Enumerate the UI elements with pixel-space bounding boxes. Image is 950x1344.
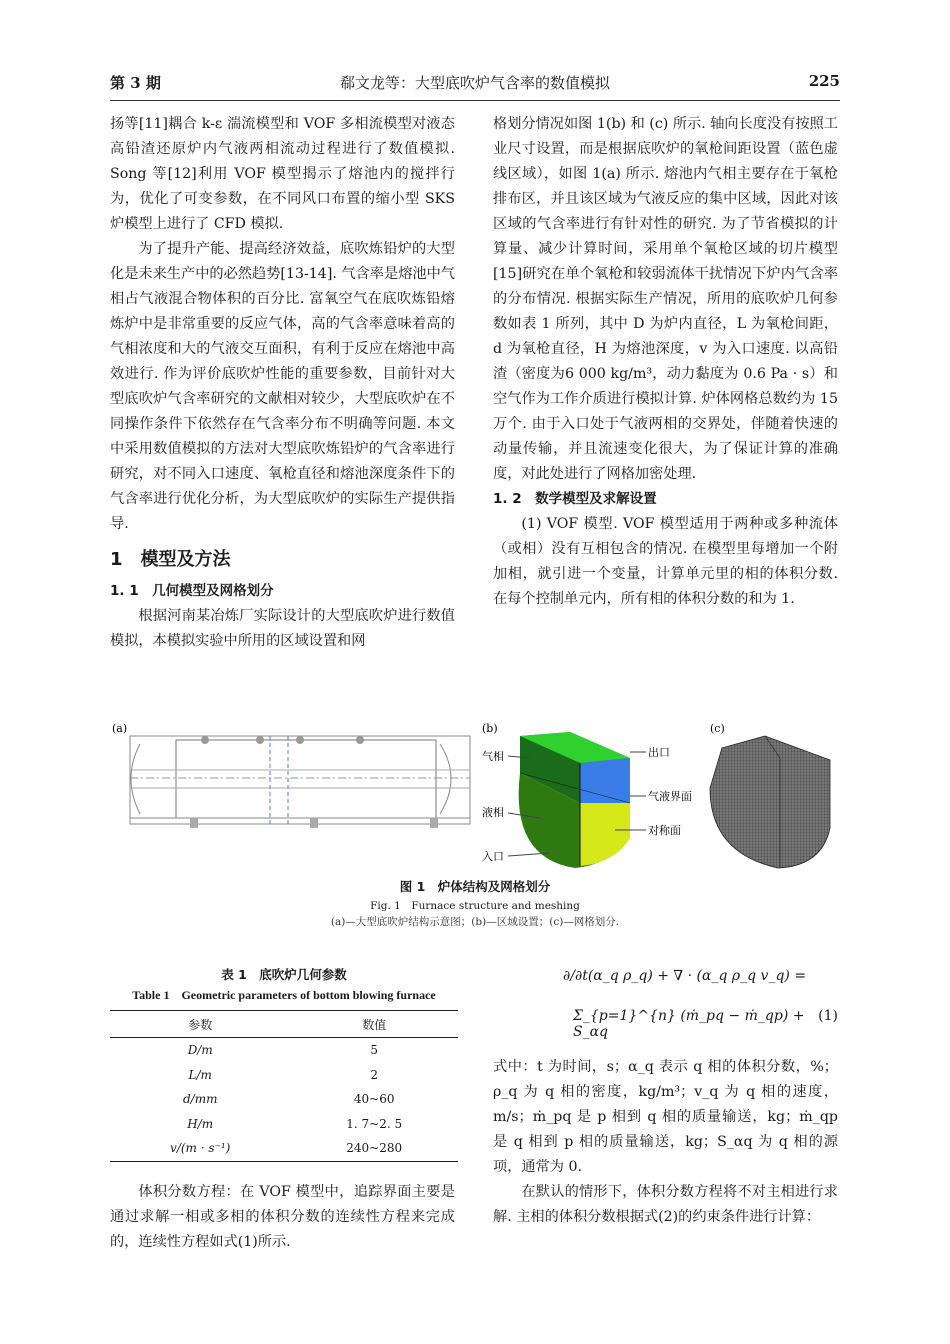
- value-cell: 1. 7~2. 5: [346, 1116, 403, 1131]
- paragraph: 为了提升产能、提高经济效益，底吹炼铅炉的大型化是未来生产中的必然趋势[13-14]. 气含率是熔池中气相占气液混合物体积的百分比. 富氧空气在底吹炼铅熔炼炉中是非常重要的反应气体，高的气含率意味着高的气相浓度和大的气液交互面积，有利于反应在熔池中高效进行. 作为评价底吹炉性能的重要参数，目前针对大型底吹炉气含率研究的文献相对较少，大型底吹炉在不同操作条件下依然存在气含率分布不明确等问题. 本文中采用数值模拟的方法对大型底吹炼铅炉的气含率进行研究，对不同入口速度、氧枪直径和熔池深度条件下的气含率进行优化分析，为大型底吹炉的实际生产提供指导.: [110, 241, 455, 532]
- table-row: [110, 1136, 458, 1161]
- label-inlet: 入口: [482, 850, 504, 863]
- parameter-table: [110, 1010, 458, 1162]
- page-number: 225: [808, 72, 840, 90]
- figure-1: [110, 718, 840, 878]
- paragraph: 式中：t 为时间，s；α_q 表示 q 相的体积分数，%；ρ_q 为 q 相的密度，kg/m³；v_q 为 q 相的速度，m/s；ṁ_pq 是 p 相到 q 相的质量输送，kg；ṁ_qp 是 q 相到 p 相的质量输送，kg；S_αq 为 q 相的源项，通常为 0.: [493, 1059, 838, 1175]
- param-cell: H/m: [187, 1116, 214, 1131]
- paragraph: 格划分情况如图 1(b) 和 (c) 所示. 轴向长度没有按照工业尺寸设置，而是根据底吹炉的氧枪间距设置（蓝色虚线区域），如图 1(a) 所示. 熔池内气相主要存在于氧枪排布区，并且该区域为气液反应的集中区域，因此对该区域的气含率进行有针对性的研究. 为了节省模拟的计算量、减少计算时间，采用单个氧枪区域的切片模型[15]研究在单个氧枪和较弱流体干扰情况下炉内气含率的分布情况. 根据实际生产情况，所用的底吹炉几何参数如表 1 所列，其中 D 为炉内直径，L 为氧枪间距，d 为氧枪直径，H 为熔池深度，v 为入口速度. 以高铅渣（密度为6 000 kg/m³，动力黏度为 0.6 Pa · s）和空气作为工作介质进行模拟计算. 炉体网格总数约为 15 万个. 由于入口处于气液两相的交界处，伴随着快速的动量传输，并且流速变化很大，为了保证计算的准确度，对此处进行了网格加密处理.: [493, 116, 838, 482]
- panel-label-c: (c): [710, 722, 725, 735]
- table-row: [110, 1087, 458, 1112]
- paragraph: (1) VOF 模型. VOF 模型适用于两种或多种流体（或相）没有互相包含的情况. 在模型里每增加一个附加相，就引进一个变量，计算单元里的相的体积分数. 在每个控制单元内，所有相的体积分数的和为 1.: [493, 516, 838, 607]
- equation-1: [493, 960, 838, 1040]
- header-rule: [110, 100, 840, 101]
- panel-label-b: (b): [482, 722, 498, 735]
- label-interface: 气液界面: [648, 790, 692, 803]
- paragraph: 在默认的情形下，体积分数方程将不对主相进行求解. 主相的体积分数根据式(2)的约束条件进行计算：: [493, 1184, 838, 1225]
- column-header-value: 数值: [290, 1011, 458, 1038]
- param-cell: d/mm: [182, 1092, 218, 1107]
- label-outlet: 出口: [648, 746, 670, 759]
- value-cell: 2: [370, 1067, 379, 1082]
- paragraph: 体积分数方程：在 VOF 模型中，追踪界面主要是通过求解一相或多相的体积分数的连续性方程来完成的，连续性方程如式(1)所示.: [110, 1184, 455, 1250]
- equation-line-1: ∂/∂t(α_q ρ_q) + ∇ · (α_q ρ_q v_q) =: [563, 968, 807, 984]
- section-heading: 1 模型及方法: [110, 549, 231, 570]
- figure-caption-en: Fig. 1 Furnace structure and meshing: [370, 900, 580, 912]
- mesh-diagram: [710, 722, 830, 868]
- label-liquid: 液相: [482, 806, 504, 819]
- param-cell: L/m: [188, 1067, 212, 1082]
- page-header: [0, 0, 950, 100]
- table-row: [110, 1038, 458, 1063]
- subsection-heading: 1. 1 几何模型及网格划分: [110, 583, 274, 599]
- right-column: [493, 112, 838, 612]
- panel-label-a: (a): [112, 722, 128, 735]
- value-cell: 5: [370, 1043, 379, 1058]
- figure-1-graphic: [110, 718, 840, 878]
- table-title-cn: 表 1 底吹炉几何参数: [221, 967, 347, 982]
- lower-left-text: [110, 1180, 455, 1255]
- figure-caption-sub: (a)—大型底吹炉结构示意图；(b)—区域设置；(c)—网格划分.: [330, 916, 620, 928]
- table-title-en: Table 1 Geometric parameters of bottom blowing furnace: [132, 988, 436, 1002]
- running-title: 郗文龙等：大型底吹炉气含率的数值模拟: [339, 74, 610, 92]
- column-header-param: 参数: [110, 1011, 290, 1038]
- left-column: [110, 112, 455, 654]
- label-gas: 气相: [482, 750, 504, 763]
- subsection-heading: 1. 2 数学模型及求解设置: [493, 491, 657, 507]
- value-cell: 240~280: [290, 1136, 458, 1161]
- param-cell: D/m: [187, 1043, 213, 1058]
- region-setup-diagram: [482, 722, 692, 868]
- issue-number: 第 3 期: [110, 74, 161, 92]
- figure-caption-cn: 图 1 炉体结构及网格划分: [399, 879, 551, 894]
- figure-1-captions: [110, 878, 840, 930]
- table-1: [110, 966, 458, 1162]
- table-row: [110, 1063, 458, 1088]
- param-cell: v/(m · s⁻¹): [110, 1136, 290, 1161]
- furnace-schematic: [112, 722, 470, 828]
- lower-right-text: [493, 1055, 838, 1230]
- equation-line-2: Σ_{p=1}^{n} (ṁ_pq − ṁ_qp) + S_αq: [573, 1008, 805, 1040]
- paragraph: 扬等[11]耦合 k-ε 湍流模型和 VOF 多相流模型对液态高铅渣还原炉内气液两相流动过程进行了数值模拟. Song 等[12]利用 VOF 模型揭示了熔池内的搅拌行为，优化了可变参数，在不同风口布置的缩小型 SKS 炉模型上进行了 CFD 模拟.: [110, 116, 455, 232]
- paragraph: 根据河南某冶炼厂实际设计的大型底吹炉进行数值模拟，本模拟实验中所用的区域设置和网: [110, 608, 455, 649]
- table-row: [110, 1112, 458, 1137]
- label-symmetry: 对称面: [648, 824, 681, 837]
- equation-number: (1): [818, 1008, 838, 1024]
- value-cell: 40~60: [353, 1092, 395, 1107]
